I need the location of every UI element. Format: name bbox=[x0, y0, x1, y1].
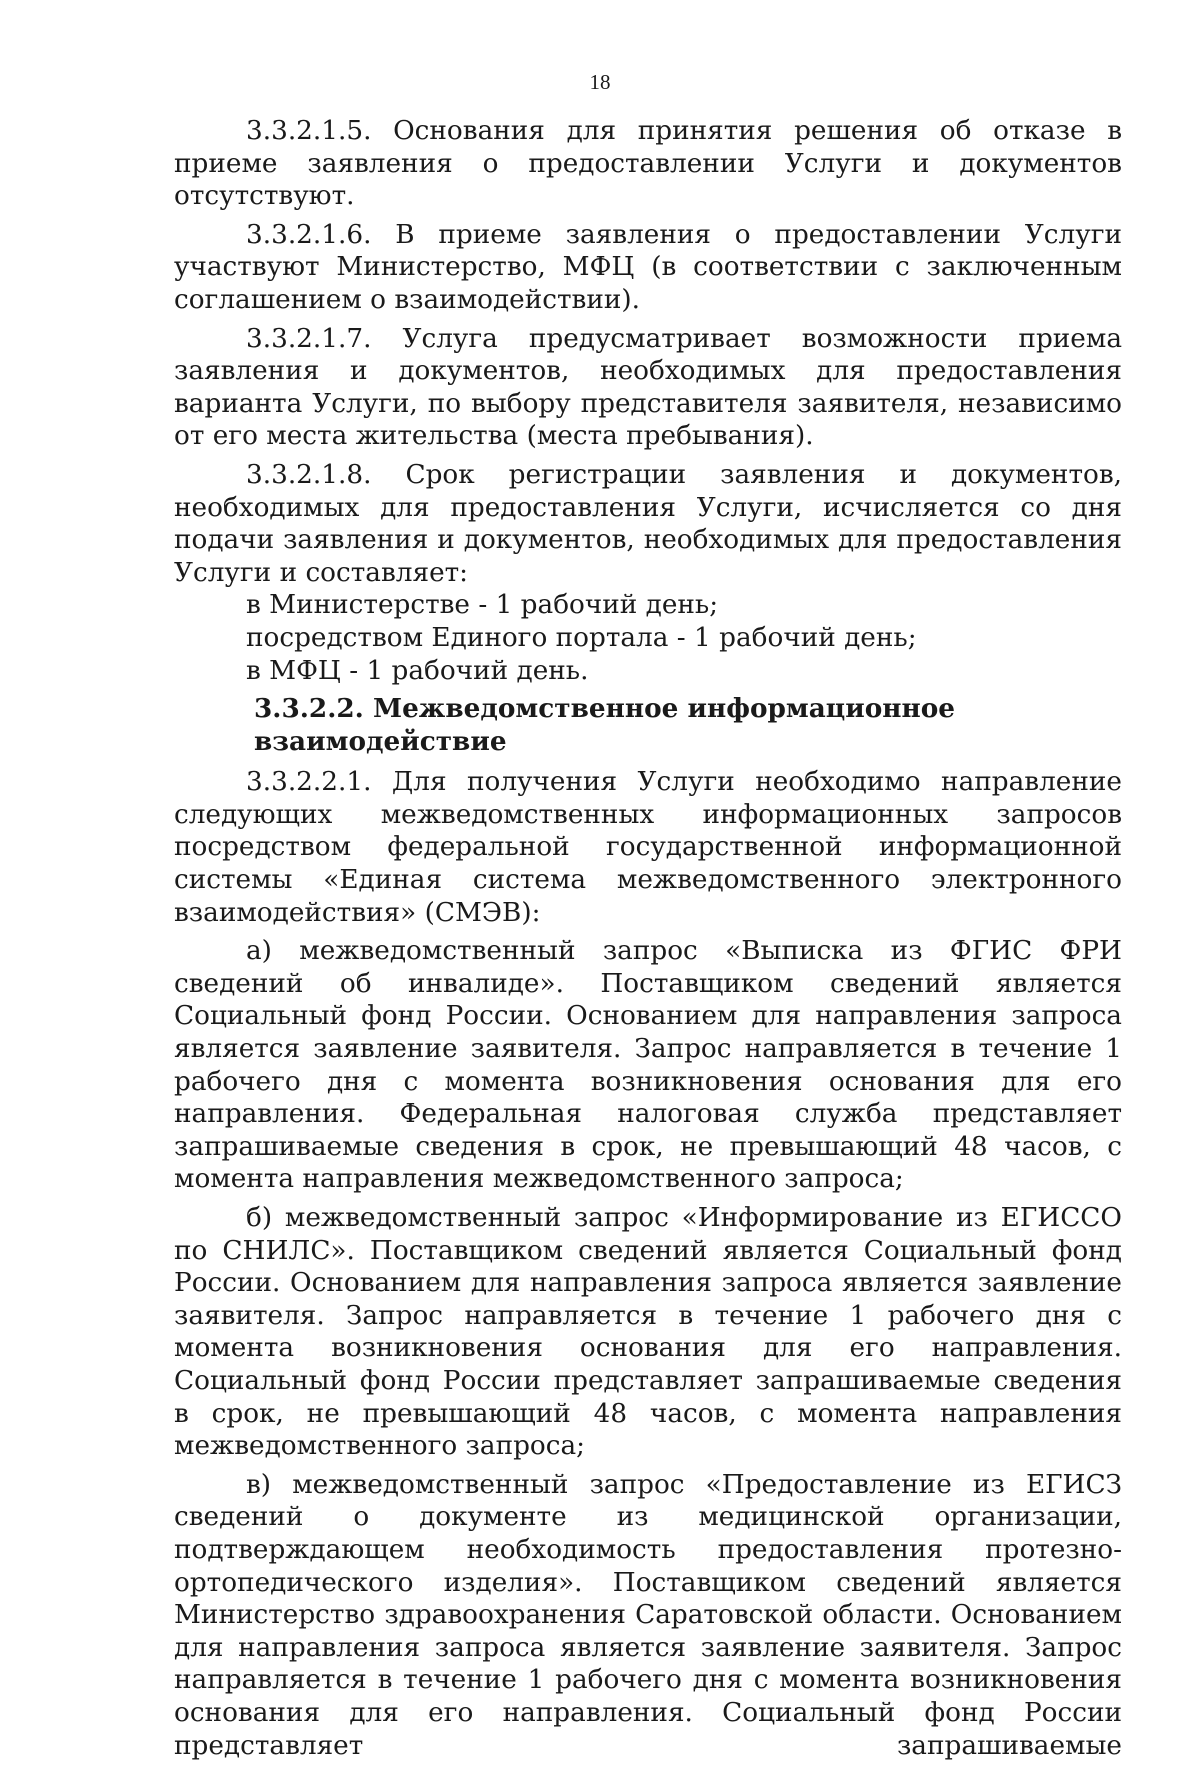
paragraph-3-3-2-1-7: 3.3.2.1.7. Услуга предусматривает возможности приема заявления и документов, необходимых для предоставления варианта Услуги, по выбору представителя заявителя, независимо от его места жительства (места пребывания). bbox=[174, 323, 1122, 452]
paragraph-3-3-2-2-1: 3.3.2.2.1. Для получения Услуги необходимо направление следующих межведомственных информационных запросов посредством федеральной государственной информационной системы «Единая система межведомственного электронного взаимодействия» (СМЭВ): bbox=[174, 767, 1122, 928]
paragraph-item-b: б) межведомственный запрос «Информирование из ЕГИССО по СНИЛС». Поставщиком сведений является Социальный фонд России. Основанием для направления запроса является заявление заявителя. Запрос направляется в течение 1 рабочего дня с момента возникновения основания для его направления. Социальный фонд России представляет запрашиваемые сведения в срок, не превышающий 48 часов, с момента направления межведомственного запроса; bbox=[174, 1203, 1122, 1462]
paragraph-3-3-2-1-5: 3.3.2.1.5. Основания для принятия решения об отказе в приеме заявления о предоставлении Услуги и документов отсутствуют. bbox=[174, 116, 1122, 212]
section-heading: 3.3.2.2. Межведомственное информационное взаимодействие bbox=[254, 693, 956, 757]
page-number: 18 bbox=[589, 70, 611, 94]
paragraph-3-3-2-1-8: 3.3.2.1.8. Срок регистрации заявления и документов, необходимых для предоставления Услуги, исчисляется со дня подачи заявления и документов, необходимых для предоставления Услуги и составляет: bbox=[174, 459, 1122, 588]
paragraph-item-a: а) межведомственный запрос «Выписка из ФГИС ФРИ сведений об инвалиде». Поставщиком сведений является Социальный фонд России. Основанием для направления запроса является заявление заявителя. Запрос направляется в течение 1 рабочего дня с момента возникновения основания для его направления. Федеральная налоговая служба представляет запрашиваемые сведения в срок, не превышающий 48 часов, с момента направления межведомственного запроса; bbox=[174, 936, 1122, 1195]
term-portal: посредством Единого портала - 1 рабочий день; bbox=[246, 622, 917, 653]
term-ministry: в Министерстве - 1 рабочий день; bbox=[246, 590, 719, 621]
document-body bbox=[174, 115, 1122, 1768]
paragraph-3-3-2-1-6: 3.3.2.1.6. В приеме заявления о предоставлении Услуги участвуют Министерство, МФЦ (в соответствии с заключенным соглашением о взаимодействии). bbox=[174, 219, 1122, 315]
term-mfc: в МФЦ - 1 рабочий день. bbox=[246, 655, 589, 686]
paragraph-item-v: в) межведомственный запрос «Предоставление из ЕГИСЗ сведений о документе из медицинской организации, подтверждающем необходимость предоставления протезно-ортопедического изделия». Поставщиком сведений является Министерство здравоохранения Саратовской области. Основанием для направления запроса является заявление заявителя. Запрос направляется в течение 1 рабочего дня с момента возникновения основания для его направления. Социальный фонд России представляет запрашиваемые bbox=[174, 1469, 1122, 1761]
